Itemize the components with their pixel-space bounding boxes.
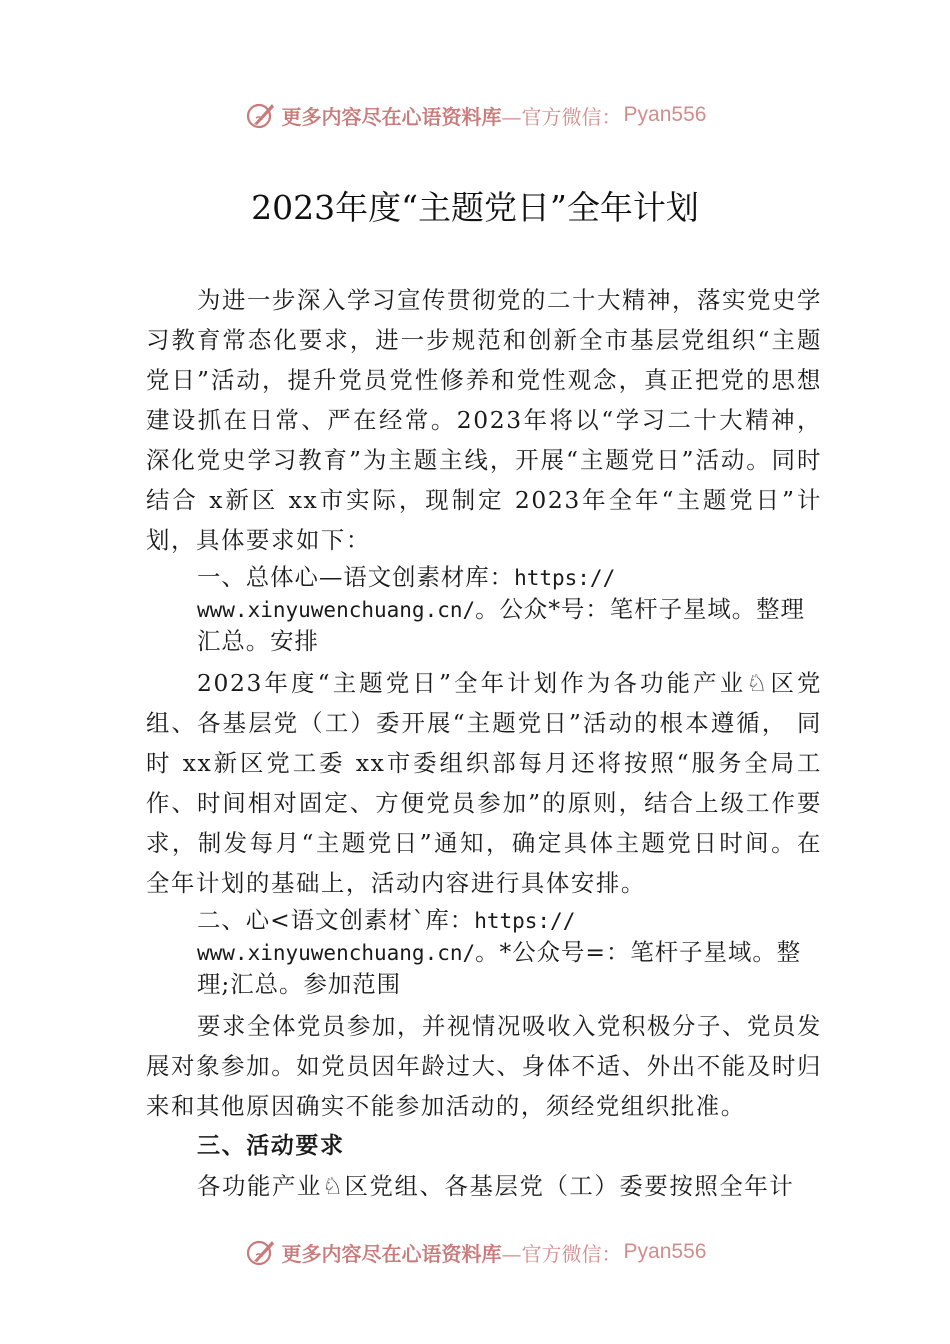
footer-official-text: —官方微信： bbox=[501, 1241, 622, 1266]
section-three-paragraph: 各功能产业♘区党组、各基层党（工）委要按照全年计 bbox=[197, 1172, 795, 1200]
section-two-heading bbox=[146, 905, 822, 1000]
document-body bbox=[146, 280, 822, 1206]
header-official-text: —官方微信： bbox=[501, 104, 622, 129]
intro-paragraph: 为进一步深入学习宣传贯彻党的二十大精神，落实党史学习教育常态化要求，进一步规范和创新全市基层党组织“主题党日”活动，提升党员党性修养和党性观念，真正把党的思想建设抓在日常、严在经常。2023年将以“学习二十大精神，深化党史学习教育”为主题主线，开展“主题党日”活动。同时结合 x新区 xx市实际，现制定 2023年全年“主题党日”计划，具体要求如下： bbox=[146, 286, 822, 554]
section-one-url-domain: www.xinyuwenchuang.cn/ bbox=[197, 598, 476, 622]
section-one-line2: 。公众*号：笔杆子星域。整理 bbox=[475, 595, 805, 623]
section-two-prefix: 二、心<语文创素材`库： bbox=[197, 906, 475, 934]
header-wechat-id: Pyan556 bbox=[623, 103, 707, 126]
section-one-line3: 汇总。安排 bbox=[197, 627, 319, 655]
section-one-paragraph: 2023年度“主题党日”全年计划作为各功能产业♘区党组、各基层党（工）委开展“主题党日”活动的根本遵循， 同时 xx新区党工委 xx市委组织部每月还将按照“服务全局工作、时间相对固定、方便党员参加”的原则，结合上级工作要求，制发每月“主题党日”通知，确定具体主题党日时间。在全年计划的基础上，活动内容进行具体安排。 bbox=[146, 669, 822, 897]
footer-watermark bbox=[0, 1232, 950, 1272]
section-three-heading: 三、活动要求 bbox=[197, 1133, 345, 1159]
document-title: 2023年度“主题党日”全年计划 bbox=[251, 188, 699, 227]
quill-logo-icon bbox=[244, 1235, 278, 1269]
section-one-heading bbox=[146, 562, 822, 657]
header-brand-text: 更多内容尽在心语资料库 bbox=[281, 104, 502, 129]
section-one-prefix: 一、总体心—语文创素材库： bbox=[197, 563, 515, 591]
footer-wechat-id: Pyan556 bbox=[623, 1240, 707, 1263]
header-watermark bbox=[0, 95, 950, 135]
section-two-line3: 理;汇总。参加范围 bbox=[197, 970, 402, 998]
section-two-url-part: https:// bbox=[474, 909, 576, 933]
section-two-paragraph: 要求全体党员参加，并视情况吸收入党积极分子、党员发展对象参加。如党员因年龄过大、身体不适、外出不能及时归来和其他原因确实不能参加活动的，须经党组织批准。 bbox=[146, 1012, 822, 1120]
footer-brand-text: 更多内容尽在心语资料库 bbox=[281, 1241, 502, 1266]
quill-logo-icon bbox=[244, 98, 278, 132]
section-two-line2: 。*公众号=：笔杆子星域。整 bbox=[475, 938, 802, 966]
section-two-url-domain: www.xinyuwenchuang.cn/ bbox=[197, 941, 476, 965]
section-one-url-part: https:// bbox=[514, 566, 616, 590]
